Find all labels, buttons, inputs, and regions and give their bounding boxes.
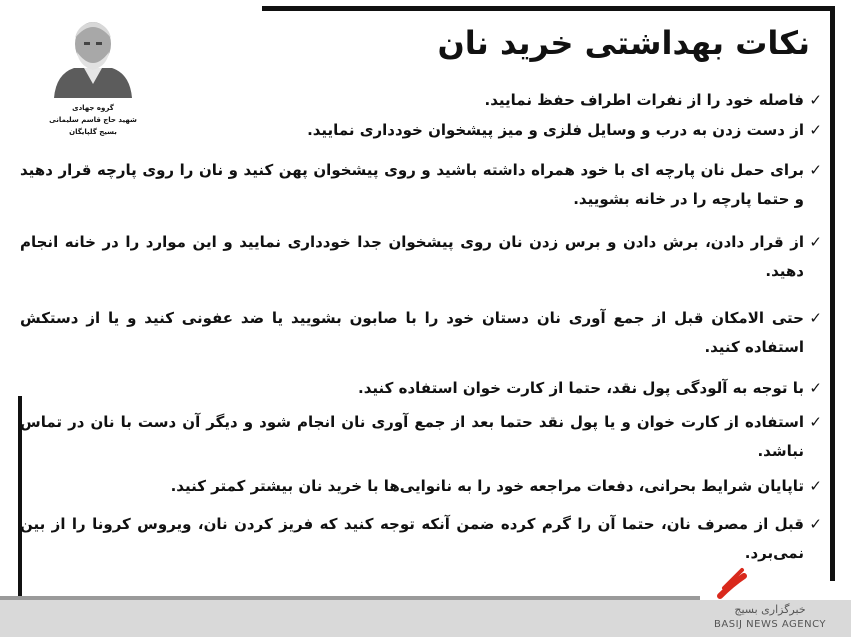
tip-text: از دست زدن به درب و وسایل فلزی و میز پیشخوان خودداری نمایید.	[307, 121, 804, 139]
check-icon: ✓	[809, 161, 822, 179]
basij-logo-icon	[712, 566, 752, 602]
tip-text: از قرار دادن، برش دادن و برس زدن نان روی پیشخوان جدا خودداری نمایید و این موارد را در خانه انجام دهید.	[20, 233, 804, 280]
check-icon: ✓	[809, 121, 822, 139]
list-item	[20, 472, 822, 510]
check-icon: ✓	[809, 91, 822, 109]
list-item	[20, 228, 822, 304]
list-item	[20, 86, 822, 116]
page-title: نکات بهداشتی خرید نان	[437, 24, 810, 62]
agency-name-en: BASIJ NEWS AGENCY	[714, 619, 826, 630]
list-item	[20, 156, 822, 228]
check-icon: ✓	[809, 413, 822, 431]
tips-list	[20, 86, 822, 568]
frame-top-border	[262, 6, 835, 11]
tip-text: قبل از مصرف نان، حتما آن را گرم کرده ضمن آنکه توجه کنید که فریز کردن نان، ویروس کرونا را از بین نمی‌برد.	[20, 515, 804, 562]
tip-text: حتی الامکان قبل از جمع آوری نان دستان خود را با صابون بشویید یا ضد عفونی کنید و یا از دستکش استفاده کنید.	[20, 309, 804, 356]
check-icon: ✓	[809, 233, 822, 251]
check-icon: ✓	[809, 309, 822, 327]
frame-right-border	[830, 6, 835, 581]
list-item	[20, 408, 822, 472]
list-item	[20, 304, 822, 374]
caption-line: بسیج گلپایگان	[69, 128, 117, 136]
list-item	[20, 374, 822, 408]
tip-text: فاصله خود را از نفرات اطراف حفظ نمایید.	[484, 91, 804, 109]
check-icon: ✓	[809, 379, 822, 397]
list-item	[20, 510, 822, 568]
tip-text: تاپایان شرایط بحرانی، دفعات مراجعه خود را به نانوایی‌ها با خرید نان بیشتر کمتر کنید.	[170, 477, 804, 495]
portrait-image	[50, 8, 136, 98]
check-icon: ✓	[809, 477, 822, 495]
caption-line: گروه جهادی	[72, 104, 114, 112]
check-icon: ✓	[809, 515, 822, 533]
agency-name-fa: خبرگزاری بسیج	[734, 603, 806, 616]
tip-text: استفاده از کارت خوان و یا پول نقد حتما بعد از جمع آوری نان انجام شود و دیگر آن دست با نان در تماس نباشد.	[20, 413, 804, 460]
tip-text: برای حمل نان پارچه ای با خود همراه داشته باشید و روی پیشخوان پهن کنید و نان را روی پارچه قرار دهید و حتما پارچه را در خانه بشویید.	[20, 161, 804, 208]
tip-text: با توجه به آلودگی پول نقد، حتما از کارت خوان استفاده کنید.	[358, 379, 804, 397]
caption-line: شهید حاج قاسم سلیمانی	[49, 116, 137, 124]
list-item	[20, 116, 822, 156]
